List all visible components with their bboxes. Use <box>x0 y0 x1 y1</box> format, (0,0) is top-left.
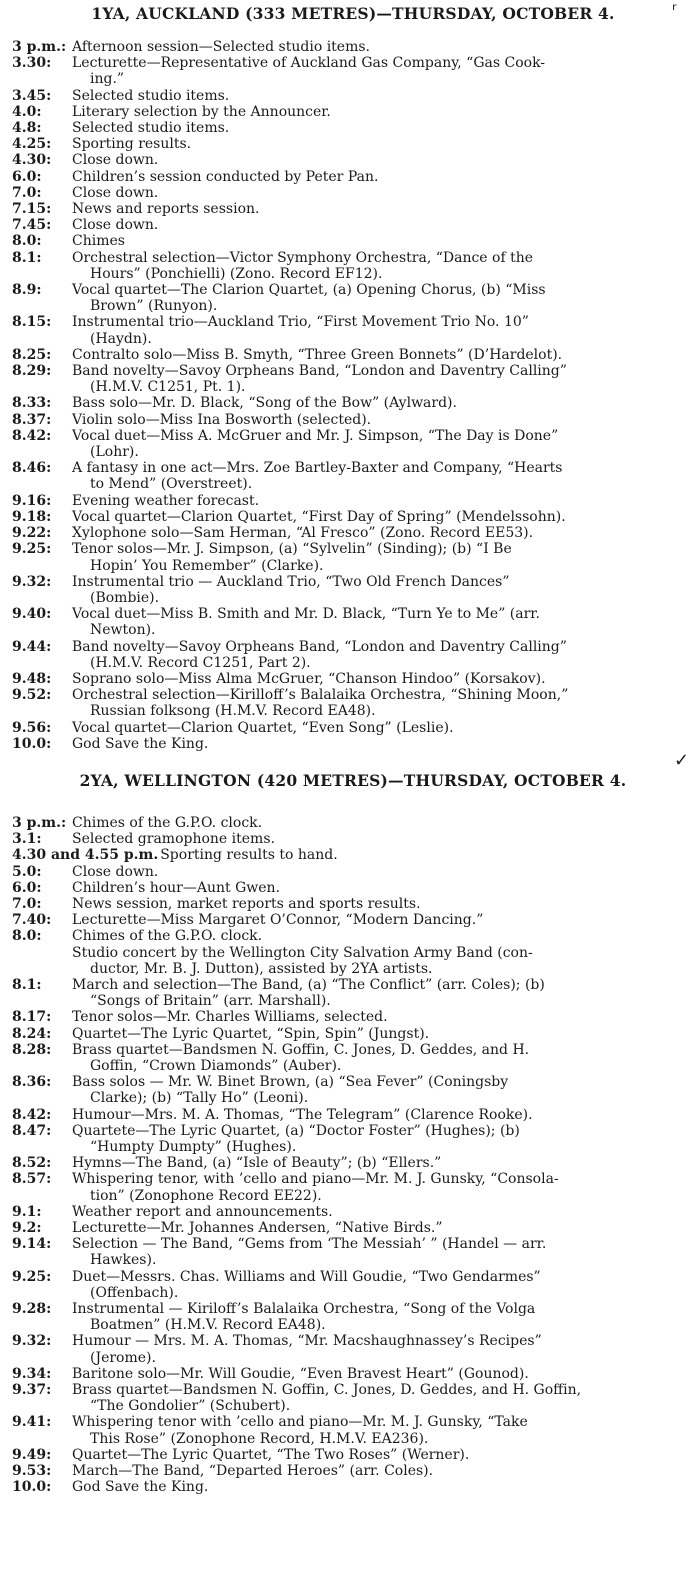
programme-entry <box>12 1042 694 1074</box>
entry-line: Hymns—The Band, (a) “Isle of Beauty”; (b) “Ellers.” <box>72 1155 442 1172</box>
entry-line: Close down. <box>72 217 159 234</box>
entry-line: This Rose” (Zonophone Record, H.M.V. EA236). <box>90 1430 429 1447</box>
entry-line: “Songs of Britain” (arr. Marshall). <box>90 993 331 1010</box>
entry-description <box>72 39 694 55</box>
entry-line: Brass quartet—Bandsmen N. Goffin, C. Jones, D. Geddes, and H. <box>72 1041 530 1058</box>
entry-description <box>72 1301 694 1333</box>
entry-description <box>72 1042 694 1074</box>
entry-time: 4.25: <box>12 136 52 153</box>
entry-time: 3.1: <box>12 831 42 848</box>
entry-time: 8.0: <box>12 928 42 945</box>
programme-entry <box>12 347 694 363</box>
entry-time: 4.30 and 4.55 p.m. <box>12 847 159 864</box>
entry-line: Baritone solo—Mr. Will Goudie, “Even Bravest Heart” (Gounod). <box>72 1365 529 1382</box>
entry-time: 8.9: <box>12 282 42 299</box>
programme-entry <box>12 509 694 525</box>
entry-description <box>72 55 694 87</box>
entry-line: Whispering tenor with ’cello and piano—Mr. M. J. Gunsky, “Take <box>72 1414 528 1431</box>
entry-description <box>72 233 694 249</box>
entry-description <box>72 493 694 509</box>
entry-description <box>72 363 694 395</box>
entry-description <box>72 1269 694 1301</box>
entry-time: 8.42: <box>12 1106 52 1123</box>
entry-description <box>72 1171 694 1203</box>
entry-description <box>72 687 694 719</box>
programme-entry <box>12 671 694 687</box>
entry-line: Evening weather forecast. <box>72 492 260 509</box>
entry-time: 8.37: <box>12 411 52 428</box>
entry-line: Tenor solos—Mr. Charles Williams, selected. <box>72 1009 388 1026</box>
entry-line: ing.” <box>90 71 125 88</box>
entry-line: (H.M.V. C1251, Pt. 1). <box>90 379 246 396</box>
entry-time: 4.8: <box>12 120 42 137</box>
entry-time: 7.15: <box>12 201 52 218</box>
programme-entry <box>12 363 694 395</box>
entry-time: 9.56: <box>12 719 52 736</box>
programme-entry <box>12 606 694 638</box>
entry-line: to Mend” (Overstreet). <box>90 476 253 493</box>
entry-description <box>72 1155 694 1171</box>
entry-line: Selected studio items. <box>72 87 230 104</box>
entry-description <box>72 639 694 671</box>
entry-time: 7.40: <box>12 912 52 929</box>
entry-time: 9.34: <box>12 1365 52 1382</box>
entry-line: March—The Band, “Departed Heroes” (arr. Coles). <box>72 1463 434 1480</box>
entry-description <box>72 136 694 152</box>
programme-entry <box>12 1074 694 1106</box>
entry-time: 3.45: <box>12 87 52 104</box>
programme-entry <box>12 945 694 977</box>
entry-line: Soprano solo—Miss Alma McGruer, “Chanson Hindoo” (Korsakov). <box>72 670 546 687</box>
entry-time: 9.49: <box>12 1446 52 1463</box>
entry-line: Children’s session conducted by Peter Pan. <box>72 168 379 185</box>
entry-line: Chimes of the G.P.O. clock. <box>72 928 263 945</box>
entry-line: Xylophone solo—Sam Herman, “Al Fresco” (Zono. Record EE53). <box>72 525 534 542</box>
entry-line: Clarke); (b) “Tally Ho” (Leoni). <box>90 1090 309 1107</box>
programme-entry <box>12 541 694 573</box>
entry-line: Sporting results. <box>72 136 192 153</box>
entry-line: Tenor solos—Mr. J. Simpson, (a) “Sylvelin” (Sinding); (b) “I Be <box>72 541 512 558</box>
entry-time: 9.44: <box>12 638 52 655</box>
programme-entry <box>12 1220 694 1236</box>
entry-line: Hopin’ You Remember” (Clarke). <box>90 557 324 574</box>
programme-entry <box>12 201 694 217</box>
entry-description <box>72 88 694 104</box>
programme-entry <box>12 460 694 492</box>
entry-line: Vocal quartet—Clarion Quartet, “Even Song” (Leslie). <box>72 719 454 736</box>
entry-line: Vocal duet—Miss A. McGruer and Mr. J. Simpson, “The Day is Done” <box>72 427 559 444</box>
entry-description <box>72 1382 694 1414</box>
entry-description <box>72 574 694 606</box>
entry-line: (Lohr). <box>90 444 139 461</box>
entry-time: 8.42: <box>12 427 52 444</box>
entry-line: Instrumental trio — Auckland Trio, “Two Old French Dances” <box>72 573 510 590</box>
programme-entry <box>12 55 694 87</box>
programme-entry <box>12 1301 694 1333</box>
entry-line: Lecturette—Miss Margaret O’Connor, “Modern Dancing.” <box>72 912 484 929</box>
programme-entry <box>12 720 694 736</box>
entry-line: Vocal duet—Miss B. Smith and Mr. D. Black, “Turn Ye to Me” (arr. <box>72 606 540 623</box>
entry-line: Selected gramophone items. <box>72 831 275 848</box>
programme-list <box>12 815 694 1496</box>
entry-time: 8.36: <box>12 1074 52 1091</box>
entry-description <box>72 864 694 880</box>
entry-line: Sporting results to hand. <box>160 847 338 864</box>
entry-line: (Haydn). <box>90 330 152 347</box>
entry-description <box>72 1123 694 1155</box>
entry-line: God Save the King. <box>72 735 209 752</box>
check-mark-icon: ✓ <box>674 750 690 771</box>
entry-time: 9.25: <box>12 1268 52 1285</box>
entry-line: Hawkes). <box>90 1252 157 1269</box>
entry-description <box>72 912 694 928</box>
entry-line: Vocal quartet—The Clarion Quartet, (a) Opening Chorus, (b) “Miss <box>72 282 546 299</box>
entry-line: (Offenbach). <box>90 1284 179 1301</box>
programme-entry <box>12 1333 694 1365</box>
entry-description <box>72 201 694 217</box>
entry-description <box>72 217 694 233</box>
entry-line: (H.M.V. Record C1251, Part 2). <box>90 654 311 671</box>
programme-entry <box>12 314 694 346</box>
entry-line: Bass solos — Mr. W. Binet Brown, (a) “Sea Fever” (Coningsby <box>72 1074 509 1091</box>
programme-entry <box>12 574 694 606</box>
entry-description <box>72 395 694 411</box>
entry-time: 3 p.m.: <box>12 814 67 831</box>
entry-description <box>72 671 694 687</box>
entry-description <box>72 880 694 896</box>
entry-time: 8.1: <box>12 976 42 993</box>
programme-entry <box>12 217 694 233</box>
entry-description <box>72 606 694 638</box>
entry-line: Orchestral selection—Kirilloff’s Balalaika Orchestra, “Shining Moon,” <box>72 687 569 704</box>
programme-entry <box>12 169 694 185</box>
programme-entry <box>12 1155 694 1171</box>
entry-time: 8.24: <box>12 1025 52 1042</box>
entry-description <box>72 314 694 346</box>
entry-description <box>160 847 694 863</box>
entry-line: Chimes <box>72 233 125 250</box>
entry-description <box>72 412 694 428</box>
entry-time: 8.33: <box>12 395 52 412</box>
programme-entry <box>12 977 694 1009</box>
entry-time: 9.41: <box>12 1414 52 1431</box>
entry-line: Bass solo—Mr. D. Black, “Song of the Bow” (Aylward). <box>72 395 457 412</box>
entry-time: 8.52: <box>12 1155 52 1172</box>
programme-entry <box>12 136 694 152</box>
programme-entry <box>12 1479 694 1495</box>
entry-line: Children’s hour—Aunt Gwen. <box>72 879 281 896</box>
programme-entry <box>12 831 694 847</box>
entry-description <box>72 1366 694 1382</box>
entry-line: Weather report and announcements. <box>72 1203 333 1220</box>
entry-time: 3 p.m.: <box>12 39 67 55</box>
programme-entry <box>12 1107 694 1123</box>
entry-time: 10.0: <box>12 735 52 752</box>
entry-time: 7.0: <box>12 184 42 201</box>
entry-description <box>72 541 694 573</box>
entry-line: Goffin, “Crown Diamonds” (Auber). <box>90 1057 342 1074</box>
programme-entry <box>12 639 694 671</box>
programme-entry <box>12 896 694 912</box>
programme-entry <box>12 1171 694 1203</box>
entry-time: 8.1: <box>12 249 42 266</box>
station-heading: 1YA, AUCKLAND (333 METRES)—THURSDAY, OCTOBER 4. <box>91 4 615 23</box>
programme-list <box>12 39 694 752</box>
entry-line: A fantasy in one act—Mrs. Zoe Bartley-Baxter and Company, “Hearts <box>72 460 563 477</box>
entry-time: 9.40: <box>12 606 52 623</box>
entry-line: “The Gondolier” (Schubert). <box>90 1398 291 1415</box>
entry-time: 9.32: <box>12 573 52 590</box>
entry-time <box>12 945 72 977</box>
entry-line: tion” (Zonophone Record EE22). <box>90 1187 322 1204</box>
programme-entry <box>12 250 694 282</box>
programme-entry <box>12 1463 694 1479</box>
entry-time: 9.18: <box>12 508 52 525</box>
entry-description <box>72 1333 694 1365</box>
entry-description <box>72 928 694 944</box>
entry-time: 7.0: <box>12 895 42 912</box>
entry-time: 4.0: <box>12 103 42 120</box>
entry-time: 9.14: <box>12 1236 52 1253</box>
entry-time: 9.28: <box>12 1301 52 1318</box>
margin-tick-mark-icon: ʳ <box>672 0 677 21</box>
entry-description <box>72 282 694 314</box>
entry-description <box>72 185 694 201</box>
entry-time: 10.0: <box>12 1479 52 1496</box>
programme-entry <box>12 1382 694 1414</box>
programme-entry <box>12 736 694 752</box>
entry-description <box>72 1414 694 1446</box>
entry-line: Band novelty—Savoy Orpheans Band, “London and Daventry Calling” <box>72 638 567 655</box>
entry-time: 9.2: <box>12 1220 42 1237</box>
programme-entry <box>12 1447 694 1463</box>
entry-line: Lecturette—Mr. Johannes Andersen, “Native Birds.” <box>72 1220 443 1237</box>
entry-line: March and selection—The Band, (a) “The Conflict” (arr. Coles); (b) <box>72 976 545 993</box>
programme-entry <box>12 928 694 944</box>
entry-time: 9.1: <box>12 1203 42 1220</box>
entry-line: Close down. <box>72 152 159 169</box>
entry-line: Band novelty—Savoy Orpheans Band, “London and Daventry Calling” <box>72 363 567 380</box>
entry-line: Contralto solo—Miss B. Smyth, “Three Green Bonnets” (D’Hardelot). <box>72 346 563 363</box>
entry-description <box>72 1074 694 1106</box>
entry-line: Duet—Messrs. Chas. Williams and Will Goudie, “Two Gendarmes” <box>72 1268 541 1285</box>
entry-description <box>72 1026 694 1042</box>
entry-line: Newton). <box>90 622 156 639</box>
entry-description <box>72 831 694 847</box>
entry-line: God Save the King. <box>72 1479 209 1496</box>
entry-line: Close down. <box>72 184 159 201</box>
entry-description <box>72 896 694 912</box>
entry-line: Humour—Mrs. M. A. Thomas, “The Telegram” (Clarence Rooke). <box>72 1106 533 1123</box>
entry-line: (Bombie). <box>90 589 160 606</box>
programme-entry <box>12 1269 694 1301</box>
entry-line: Quartet—The Lyric Quartet, “Spin, Spin” (Jungst). <box>72 1025 430 1042</box>
entry-description <box>72 720 694 736</box>
entry-line: (Jerome). <box>90 1349 156 1366</box>
entry-time: 8.47: <box>12 1122 52 1139</box>
entry-description <box>72 1204 694 1220</box>
entry-description <box>72 152 694 168</box>
entry-time: 9.32: <box>12 1333 52 1350</box>
entry-time: 9.16: <box>12 492 52 509</box>
entry-time: 9.48: <box>12 670 52 687</box>
entry-time: 9.37: <box>12 1382 52 1399</box>
entry-line: Studio concert by the Wellington City Salvation Army Band (con- <box>72 944 533 961</box>
programme-entry <box>12 395 694 411</box>
entry-line: Vocal quartet—Clarion Quartet, “First Day of Spring” (Mendelssohn). <box>72 508 566 525</box>
programme-entry <box>12 1009 694 1025</box>
entry-line: News session, market reports and sports results. <box>72 895 421 912</box>
entry-description <box>72 736 694 752</box>
entry-description <box>72 1236 694 1268</box>
programme-entry <box>12 39 694 55</box>
entry-line: Chimes of the G.P.O. clock. <box>72 814 263 831</box>
entry-line: Instrumental — Kiriloff’s Balalaika Orchestra, “Song of the Volga <box>72 1301 536 1318</box>
station-1ya-programme <box>12 0 694 752</box>
entry-line: Lecturette—Representative of Auckland Gas Company, “Gas Cook- <box>72 55 546 72</box>
entry-description <box>72 169 694 185</box>
entry-description <box>72 1463 694 1479</box>
entry-time: 8.46: <box>12 460 52 477</box>
entry-description <box>72 428 694 460</box>
entry-line: Whispering tenor, with ’cello and piano—Mr. M. J. Gunsky, “Consola- <box>72 1171 559 1188</box>
programme-entry <box>12 233 694 249</box>
station-heading: 2YA, WELLINGTON (420 METRES)—THURSDAY, OCTOBER 4. <box>79 770 627 790</box>
entry-line: Violin solo—Miss Ina Bosworth (selected). <box>72 411 372 428</box>
entry-description <box>72 1220 694 1236</box>
programme-entry <box>12 493 694 509</box>
station-2ya-programme <box>12 771 694 1496</box>
programme-entry <box>12 847 694 863</box>
entry-description <box>72 815 694 831</box>
programme-entry <box>12 815 694 831</box>
entry-description <box>72 250 694 282</box>
entry-line: Literary selection by the Announcer. <box>72 103 331 120</box>
programme-entry <box>12 1204 694 1220</box>
entry-description <box>72 1009 694 1025</box>
entry-time: 9.53: <box>12 1463 52 1480</box>
programme-entry <box>12 687 694 719</box>
entry-time: 4.30: <box>12 152 52 169</box>
entry-line: “Humpty Dumpty” (Hughes). <box>90 1139 297 1155</box>
entry-time: 6.0: <box>12 879 42 896</box>
entry-line: Afternoon session—Selected studio items. <box>72 39 370 55</box>
entry-time: 8.25: <box>12 346 52 363</box>
entry-description <box>72 977 694 1009</box>
entry-description <box>72 1107 694 1123</box>
programme-entry <box>12 428 694 460</box>
entry-line: Quartet—The Lyric Quartet, “The Two Roses” (Werner). <box>72 1446 470 1463</box>
entry-line: Instrumental trio—Auckland Trio, “First Movement Trio No. 10” <box>72 314 529 331</box>
entry-time: 5.0: <box>12 863 42 880</box>
entry-description <box>72 347 694 363</box>
entry-line: Brown” (Runyon). <box>90 298 218 315</box>
entry-time: 8.0: <box>12 233 42 250</box>
entry-description <box>72 104 694 120</box>
entry-time: 8.28: <box>12 1041 52 1058</box>
entry-time: 7.45: <box>12 217 52 234</box>
entry-line: Orchestral selection—Victor Symphony Orchestra, “Dance of the <box>72 249 534 266</box>
programme-entry <box>12 1026 694 1042</box>
entry-time: 9.22: <box>12 525 52 542</box>
entry-description <box>72 945 694 977</box>
programme-entry <box>12 412 694 428</box>
entry-description <box>72 525 694 541</box>
entry-line: ductor, Mr. B. J. Dutton), assisted by 2YA artists. <box>90 960 433 977</box>
entry-line: Russian folksong (H.M.V. Record EA48). <box>90 703 376 720</box>
entry-time: 8.29: <box>12 363 52 380</box>
programme-entry <box>12 912 694 928</box>
programme-entry <box>12 104 694 120</box>
entry-description <box>72 460 694 492</box>
entry-line: Boatmen” (H.M.V. Record EA48). <box>90 1317 326 1334</box>
entry-line: Close down. <box>72 863 159 880</box>
programme-entry <box>12 864 694 880</box>
programme-entry <box>12 1123 694 1155</box>
entry-description <box>72 509 694 525</box>
entry-time: 9.52: <box>12 687 52 704</box>
entry-line: Brass quartet—Bandsmen N. Goffin, C. Jones, D. Geddes, and H. Goffin, <box>72 1382 582 1399</box>
entry-line: Hours” (Ponchielli) (Zono. Record EF12). <box>90 265 383 282</box>
programme-entry <box>12 1366 694 1382</box>
programme-entry <box>12 282 694 314</box>
entry-line: Humour — Mrs. M. A. Thomas, “Mr. Macshaughnassey’s Recipes” <box>72 1333 542 1350</box>
programme-entry <box>12 185 694 201</box>
entry-time: 8.17: <box>12 1009 52 1026</box>
programme-entry <box>12 525 694 541</box>
programme-entry <box>12 1236 694 1268</box>
entry-line: Selection — The Band, “Gems from ‘The Messiah’ ” (Handel — arr. <box>72 1236 547 1253</box>
entry-line: Quartete—The Lyric Quartet, (a) “Doctor Foster” (Hughes); (b) <box>72 1122 520 1139</box>
entry-time: 8.15: <box>12 314 52 331</box>
entry-line: News and reports session. <box>72 201 260 218</box>
entry-time: 6.0: <box>12 168 42 185</box>
entry-description <box>72 120 694 136</box>
programme-entry <box>12 880 694 896</box>
entry-description <box>72 1447 694 1463</box>
programme-entry <box>12 120 694 136</box>
entry-time: 9.25: <box>12 541 52 558</box>
programme-entry <box>12 152 694 168</box>
entry-time: 8.57: <box>12 1171 52 1188</box>
programme-entry <box>12 1414 694 1446</box>
programme-entry <box>12 88 694 104</box>
entry-line: Selected studio items. <box>72 120 230 137</box>
entry-description <box>72 1479 694 1495</box>
entry-time: 3.30: <box>12 55 52 72</box>
